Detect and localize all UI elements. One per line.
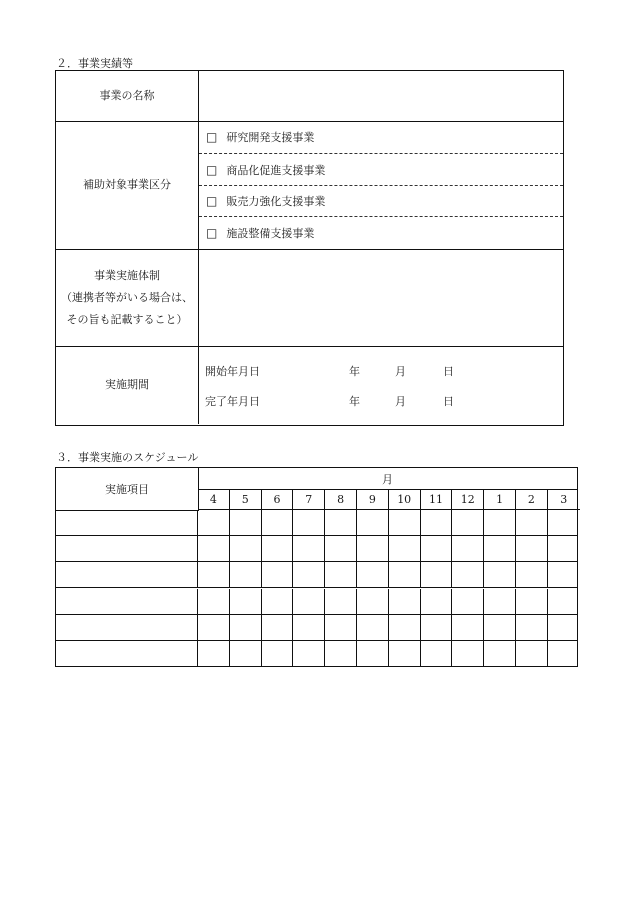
schedule-month-cell: 9 [357,489,389,510]
schedule-month-slot[interactable] [452,562,484,587]
schedule-month-slot[interactable] [548,589,580,614]
schedule-month-slot[interactable] [198,536,230,561]
checkbox-icon[interactable]: □ [206,162,218,177]
schedule-month-slot[interactable] [421,589,453,614]
schedule-month-slot[interactable] [452,589,484,614]
project-results-table [55,70,564,426]
implementation-period-label: 実施期間 [56,346,199,424]
schedule-month-slot[interactable] [389,641,421,667]
category-option-facility[interactable] [199,217,563,249]
schedule-month-header: 月 [198,468,577,490]
schedule-month-slot[interactable] [548,536,580,561]
schedule-month-slot[interactable] [421,536,453,561]
schedule-month-slot[interactable] [452,510,484,535]
project-name-row [56,71,563,122]
schedule-month-slot[interactable] [516,562,548,587]
schedule-month-slot[interactable] [325,562,357,587]
schedule-month-slot[interactable] [516,510,548,535]
category-option-sales[interactable] [199,186,563,217]
schedule-month-cell: 3 [548,489,580,510]
start-month-unit: 月 [395,365,406,378]
schedule-month-slot[interactable] [421,615,453,640]
schedule-month-slot[interactable] [516,536,548,561]
end-day-unit: 日 [443,395,454,408]
schedule-item-cell[interactable] [56,510,198,535]
schedule-month-slot[interactable] [293,641,325,667]
schedule-row [56,536,577,562]
end-date-label: 完了年月日 [205,395,260,408]
category-option-commercialization[interactable] [199,154,563,186]
schedule-month-slot[interactable] [262,641,294,667]
schedule-item-cell[interactable] [56,536,198,561]
schedule-month-slot[interactable] [293,510,325,535]
schedule-month-cell: 12 [452,489,484,510]
schedule-month-cell: 4 [198,489,230,510]
implementation-period-field[interactable] [199,346,563,424]
schedule-month-slot[interactable] [262,536,294,561]
project-category-label: 補助対象事業区分 [56,121,199,249]
project-category-row [56,121,563,250]
schedule-month-slot[interactable] [548,510,580,535]
schedule-month-slot[interactable] [198,615,230,640]
schedule-month-slot[interactable] [516,641,548,667]
schedule-month-slot[interactable] [230,641,262,667]
checkbox-icon[interactable]: □ [206,194,218,208]
category-option-research[interactable] [199,121,563,154]
checkbox-icon[interactable]: □ [206,226,218,240]
schedule-month-slot[interactable] [484,615,516,640]
schedule-month-slot[interactable] [262,589,294,614]
schedule-month-slot[interactable] [198,562,230,587]
structure-label-line: その旨も記載すること） [66,312,188,326]
schedule-month-slot[interactable] [293,536,325,561]
schedule-month-slot[interactable] [548,562,580,587]
schedule-month-slot[interactable] [452,641,484,667]
category-option-label: 研究開発支援事業 [226,131,315,144]
schedule-month-slot[interactable] [484,589,516,614]
schedule-month-slot[interactable] [484,641,516,667]
schedule-item-cell[interactable] [56,641,198,667]
schedule-month-slot[interactable] [389,536,421,561]
schedule-month-slot[interactable] [325,589,357,614]
schedule-row [56,562,577,588]
project-category-options [199,121,563,249]
schedule-month-slot[interactable] [230,562,262,587]
schedule-month-slot[interactable] [452,536,484,561]
schedule-month-cell: 6 [262,489,294,510]
schedule-month-slot[interactable] [230,536,262,561]
schedule-month-slot[interactable] [357,589,389,614]
schedule-month-slot[interactable] [293,615,325,640]
schedule-month-slot[interactable] [452,615,484,640]
schedule-item-cell[interactable] [56,589,198,614]
schedule-item-header: 実施項目 [56,468,199,511]
schedule-month-slot[interactable] [230,615,262,640]
structure-label-line: （連携者等がいる場合は、 [61,290,193,304]
schedule-month-slot[interactable] [548,641,580,667]
schedule-month-slot[interactable] [516,589,548,614]
end-year-unit: 年 [349,395,360,408]
project-name-label: 事業の名称 [56,71,199,121]
schedule-month-slot[interactable] [516,615,548,640]
schedule-month-slot[interactable] [357,562,389,587]
schedule-month-slot[interactable] [230,589,262,614]
schedule-month-slot[interactable] [389,562,421,587]
schedule-month-slot[interactable] [293,589,325,614]
schedule-month-slot[interactable] [357,510,389,535]
schedule-month-cell: 1 [484,489,516,510]
implementation-structure-field[interactable] [199,249,563,346]
schedule-month-slot[interactable] [262,615,294,640]
schedule-month-cell: 11 [421,489,453,510]
schedule-month-cell: 5 [230,489,262,510]
schedule-month-slot[interactable] [484,536,516,561]
section-3-title: ３．事業実施のスケジュール [56,451,199,464]
schedule-month-slot[interactable] [325,536,357,561]
schedule-month-slot[interactable] [230,510,262,535]
schedule-month-slot[interactable] [293,562,325,587]
start-year-unit: 年 [349,365,360,378]
schedule-month-slot[interactable] [357,615,389,640]
start-day-unit: 日 [443,365,454,378]
structure-label-line: 事業実施体制 [94,268,160,282]
schedule-month-slot[interactable] [262,510,294,535]
schedule-month-slot[interactable] [484,562,516,587]
schedule-item-cell[interactable] [56,562,198,587]
category-option-label: 施設整備支援事業 [226,227,315,240]
implementation-structure-label [56,249,199,346]
project-name-field[interactable] [199,71,563,121]
end-month-unit: 月 [395,395,406,408]
schedule-month-slot[interactable] [389,615,421,640]
schedule-month-cell: 2 [516,489,548,510]
schedule-row [56,589,577,615]
start-date-label: 開始年月日 [205,365,260,378]
schedule-row [56,641,577,667]
section-2-title: ２．事業実績等 [56,57,133,70]
schedule-month-slot[interactable] [357,536,389,561]
schedule-month-slot[interactable] [198,589,230,614]
schedule-grid [56,510,577,666]
schedule-item-cell[interactable] [56,615,198,640]
schedule-month-slot[interactable] [484,510,516,535]
implementation-period-row [56,346,563,424]
schedule-month-slot[interactable] [548,615,580,640]
schedule-month-cell: 10 [389,489,421,510]
schedule-month-cell: 8 [325,489,357,510]
schedule-month-slot[interactable] [389,589,421,614]
schedule-month-slot[interactable] [198,510,230,535]
category-option-label: 販売力強化支援事業 [226,195,326,208]
schedule-row [56,510,577,536]
category-option-label: 商品化促進支援事業 [226,163,326,177]
schedule-month-slot[interactable] [325,641,357,667]
schedule-row [56,615,577,641]
schedule-month-slot[interactable] [325,510,357,535]
schedule-month-slot[interactable] [198,641,230,667]
schedule-month-cell: 7 [293,489,325,510]
schedule-month-slot[interactable] [325,615,357,640]
schedule-month-slot[interactable] [421,562,453,587]
schedule-month-slot[interactable] [357,641,389,667]
schedule-month-slot[interactable] [421,510,453,535]
schedule-month-slot[interactable] [389,510,421,535]
schedule-month-slot[interactable] [421,641,453,667]
implementation-structure-row [56,249,563,347]
checkbox-icon[interactable]: □ [206,130,218,144]
schedule-month-slot[interactable] [262,562,294,587]
schedule-table [55,467,578,667]
